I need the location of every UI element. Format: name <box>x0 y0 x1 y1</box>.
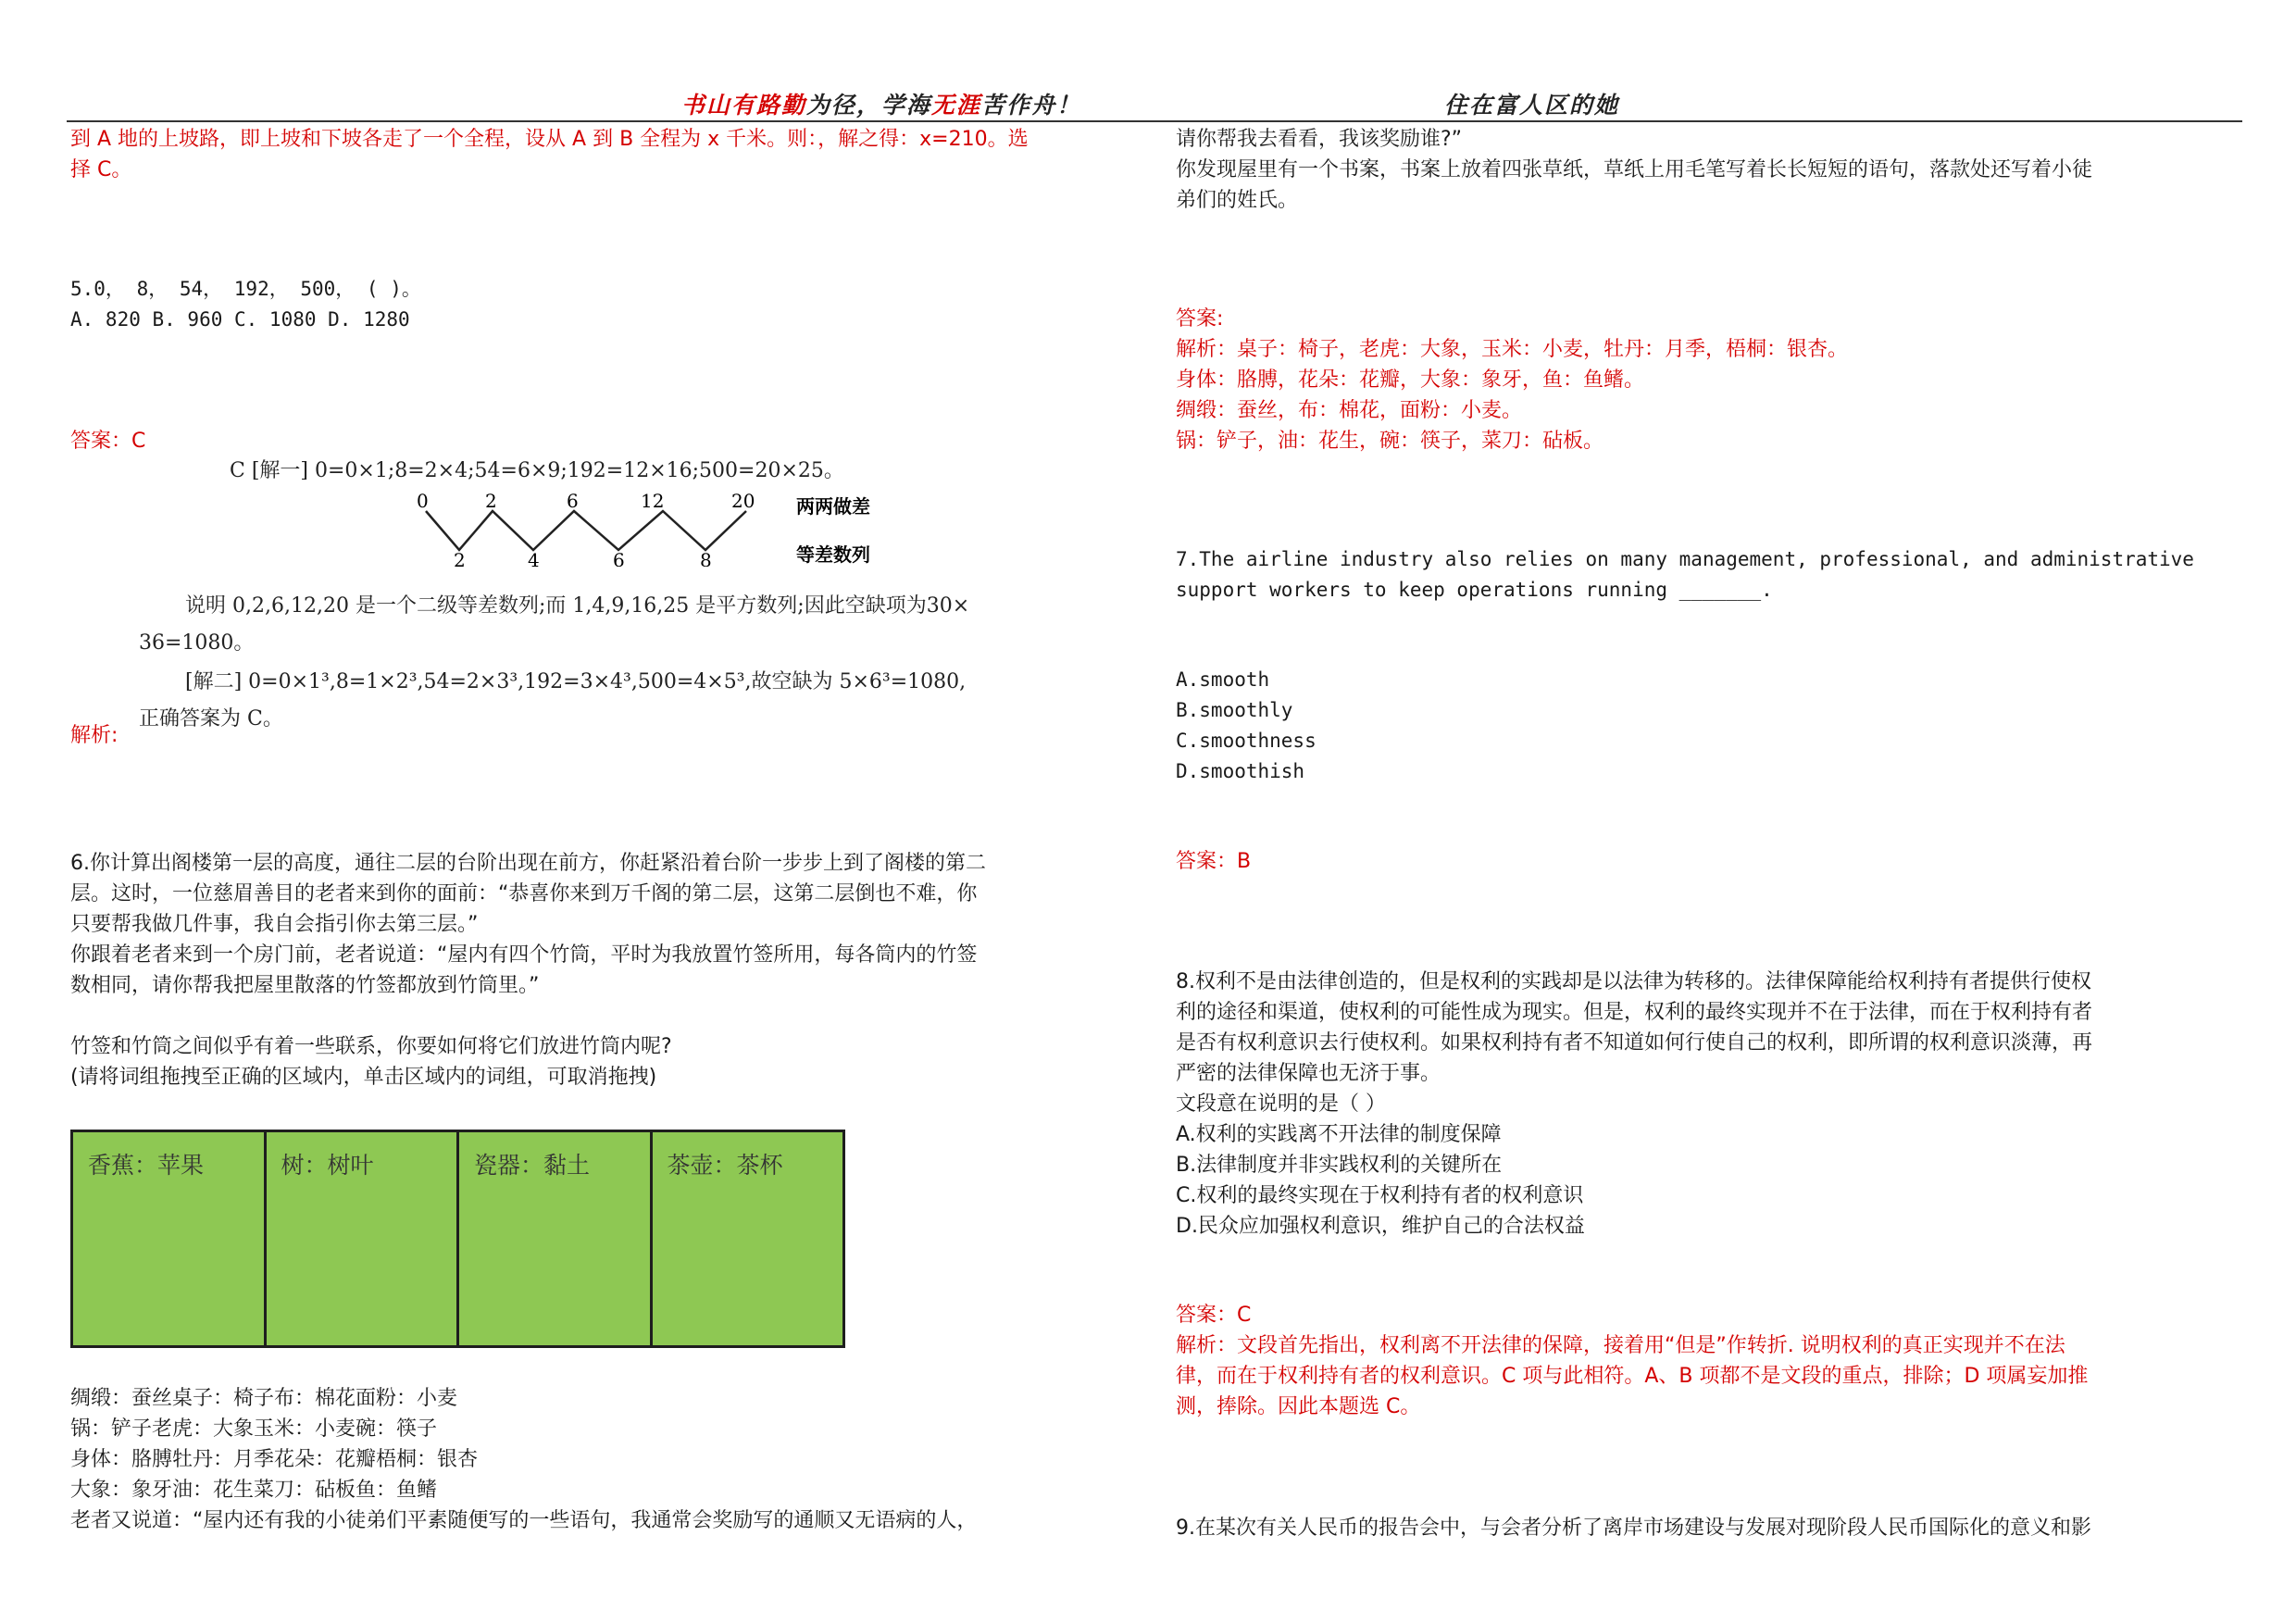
seq-top-4: 20 <box>731 493 755 512</box>
header-divider <box>67 120 2242 122</box>
question-7: 7.The airline industry also relies on many management, professional, and administrative support workers to keep operations running _______. <box>1176 548 2194 601</box>
drop-zone-3[interactable]: 瓷器：黏土 <box>456 1130 653 1348</box>
seq-top-0: 0 <box>417 493 429 512</box>
seq-bottom-0: 2 <box>454 549 466 567</box>
solution-line-5: 正确答案为 C。 <box>139 707 283 730</box>
option-d[interactable]: D.smoothish <box>1176 760 1305 782</box>
label-pairwise-diff: 两两做差 <box>796 495 870 518</box>
solution-line-3: 36=1080。 <box>139 631 255 655</box>
q5-answer: 答案：C <box>70 430 146 453</box>
drop-zone-1[interactable]: 香蕉：苹果 <box>70 1130 267 1348</box>
seq-top-1: 2 <box>485 493 497 512</box>
q8-answer: 答案：C 解析：文段首先指出，权利离不开法律的保障，接着用“但是”作转折. 说明权利的真正实现并不在法 律，而在于权利持有者的权利意识。C 项与此相符。A、B 项都不是文段的重点，排除；D 项属妄加推 测，捧除。因此本题选 C。 <box>1176 1304 2089 1418</box>
option-c[interactable]: C.权利的最终实现在于权利持有者的权利意识 <box>1176 1184 1584 1207</box>
drop-zone-2[interactable]: 树：树叶 <box>264 1130 460 1348</box>
seq-bottom-2: 6 <box>613 549 625 567</box>
seq-top-3: 12 <box>641 493 665 512</box>
option-a[interactable]: A.权利的实践离不开法律的制度保障 <box>1176 1123 1502 1146</box>
word-pair-row[interactable]: 绸缎：蚕丝桌子：椅子布：棉花面粉：小麦 <box>70 1387 458 1410</box>
question-9: 9.在某次有关人民币的报告会中，与会者分析了离岸市场建设与发展对现阶段人民币国际化的意义和影 <box>1176 1517 2091 1540</box>
drop-zone-4[interactable]: 茶壶：茶杯 <box>650 1130 846 1348</box>
solution-line-4: [解二] 0=0×1³,8=1×2³,54=2×3³,192=3×4³,500=4×5³,故空缺为 5×6³=1080, <box>185 670 967 693</box>
option-d[interactable]: D.民众应加强权利意识，维护自己的合法权益 <box>1176 1215 1585 1238</box>
header-slogan-left: 书山有路勤为径，学海无涯苦作舟！ <box>681 92 1082 119</box>
option-c[interactable]: C.smoothness <box>1176 730 1316 752</box>
word-pairs: 绸缎：蚕丝桌子：椅子布：棉花面粉：小麦 锅：铲子老虎：大象玉米：小麦碗：筷子 身体：胳膊牡丹：月季花朵：花瓣梧桐：银杏 大象：象牙油：花生菜刀：砧板鱼：鱼鳍 老者又说道：“屋内还有我的小徒弟们平素随便写的一些语句，我通常会奖励写的通顺又无语病的人， <box>70 1383 977 1536</box>
label-arith-seq: 等差数列 <box>796 543 870 566</box>
q6-continuation: 请你帮我去看看，我该奖励谁?” 你发现屋里有一个书案，书案上放着四张草纸，草纸上用毛笔写着长长短短的语句，落款处还写着小徒 弟们的姓氏。 <box>1176 128 2093 212</box>
prev-answer: 到 A 地的上坡路，即上坡和下坡各走了一个全程，设从 A 到 B 全程为 x 千米。则：，解之得：x=210。选 择 C。 <box>70 128 1029 181</box>
seq-top-2: 6 <box>567 493 579 512</box>
solution-line-2: 说明 0,2,6,12,20 是一个二级等差数列;而 1,4,9,16,25 是平方数列;因此空缺项为30× <box>185 594 970 618</box>
page-header <box>0 0 2296 125</box>
seq-bottom-3: 8 <box>700 549 712 567</box>
q5-analysis-label: 解析: <box>70 724 119 747</box>
question-8: 8.权利不是由法律创造的，但是权利的实践却是以法律为转移的。法律保障能给权利持有者提供行使权 利的途径和渠道，使权利的可能性成为现实。但是，权利的最终实现并不在于法律，而在于权利持有者 是否有权利意识去行使权利。如果权利持有者不知道如何行使自己的权利，即所谓的权利意识淡薄，再 严密的法律保障也无济于事。 文段意在说明的是（ ） A.权利的实践离不开法律的制度保障 B.法律制度并非实践权利的关键所在 C.权利的最终实现在于权利持有者的权利意识 D.民众应加强权利意识，维护自己的合法权益 <box>1176 967 2092 1242</box>
solution-line-1: C [解一] 0=0×1;8=2×4;54=6×9;192=12×16;500=20×25。 <box>230 459 844 482</box>
option-a[interactable]: A.smooth <box>1176 668 1270 691</box>
seq-bottom-1: 4 <box>528 549 540 567</box>
word-pair-row[interactable]: 锅：铲子老虎：大象玉米：小麦碗：筷子 <box>70 1417 438 1441</box>
difference-diagram <box>407 493 926 567</box>
word-pair-row[interactable]: 身体：胳膊牡丹：月季花朵：花瓣梧桐：银杏 <box>70 1448 479 1471</box>
question-6: 6.你计算出阁楼第一层的高度，通往二层的台阶出现在前方，你赶紧沿着台阶一步步上到了阁楼的第二 层。这时，一位慈眉善目的老者来到你的面前：“恭喜你来到万千阁的第二层，这第二层倒也不难，你 只要帮我做几件事，我自会指引你去第三层。” 你跟着老者来到一个房门前，老者说道：“屋内有四个竹筒，平时为我放置竹签所用，每各筒内的竹签 数相同，请你帮我把屋里散落的竹签都放到竹筒里。” 竹签和竹筒之间似乎有着一些联系，你要如何将它们放进竹筒内呢? (请将词组拖拽至正确的区域内，单击区域内的词组，可取消拖拽) <box>70 852 986 1089</box>
drop-zone-group <box>70 1130 842 1348</box>
q6-answer: 答案: 解析：桌子：椅子，老虎：大象，玉米：小麦，牡丹：月季，梧桐：银杏。 身体：胳膊，花朵：花瓣，大象：象牙，鱼：鱼鳍。 绸缎：蚕丝，布：棉花，面粉：小麦。 锅：铲子，油：花生，碗：筷子，菜刀：砧板。 <box>1176 307 1849 453</box>
option-b[interactable]: B.法律制度并非实践权利的关键所在 <box>1176 1154 1503 1177</box>
header-slogan-right: 住在富人区的她 <box>1444 92 1620 119</box>
option-b[interactable]: B.smoothly <box>1176 699 1293 721</box>
word-pair-row[interactable]: 大象：象牙油：花生菜刀：砧板鱼：鱼鳍 <box>70 1479 438 1502</box>
q7-answer: 答案：B <box>1176 850 1252 873</box>
q7-options <box>1176 665 1316 787</box>
question-5: 5.0， 8， 54， 192， 500， ( )。 A. 820 B. 960 C. 1080 D. 1280 <box>70 278 421 331</box>
